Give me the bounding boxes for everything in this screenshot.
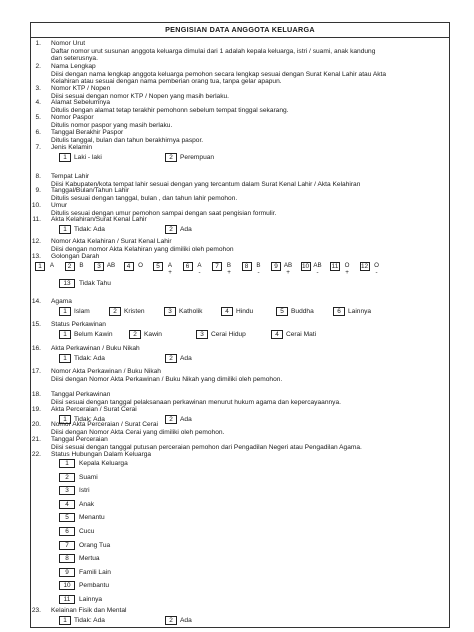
option-label: Tidak: Ada (74, 416, 105, 423)
blood-code-box: 6 (183, 262, 193, 271)
relation-code-box: 6 (59, 527, 75, 536)
relation-label: Pembantu (79, 582, 110, 590)
option-label: Laki - laki (74, 154, 102, 161)
item-label: Akta Perkawinan / Buku Nikah (51, 345, 140, 352)
relation-label: Lainnya (79, 596, 103, 603)
blood-code-box: 8 (242, 262, 252, 271)
option-code-box: 1 (59, 330, 71, 339)
blood-code-box: 2 (65, 262, 75, 271)
item-description: Diisi dengan Nomor Akta Perkawinan / Buku Nikah yang dimiliki oleh pemohon. (51, 376, 283, 383)
item-label: Jenis Kelamin (51, 144, 93, 151)
item-description: Ditulis sesuai dengan umur pemohon sampai dengan saat pengisian formulir. (51, 210, 277, 217)
item-number: 3. (35, 85, 41, 92)
option-code-box: 2 (165, 616, 177, 625)
item-number: 21. (31, 436, 41, 443)
blood-code-box: 3 (94, 262, 104, 271)
item-description: Ditulis dengan alamat tetap terakhir pemohonn sebelum tempat tinggal sekarang. (51, 107, 289, 114)
item-description: Diisi sesuai dengan tanggal putusan perceraian pemohon dari Pengadilan Negeri atau Pengadilan Agama. (51, 444, 362, 451)
item-description: Diisi Kabupaten/kota tempat lahir sesuai dengan yang tercantum dalam Surat Kenal Lahir / Akta Kelahiran (51, 181, 361, 188)
blood-code-box: 4 (124, 262, 134, 271)
item-number: 15. (31, 321, 41, 328)
item-description: Ditulis sesuai dengan tanggal, bulan , dan tahun lahir pemohon. (51, 195, 238, 202)
item-description: Diisi dengan Nomor Akta Cerai yang dimiliki oleh pemohon. (51, 429, 225, 436)
option-label: Tidak: Ada (74, 355, 105, 362)
relation-code-box: 8 (59, 554, 75, 563)
relation-label: Mertua (79, 555, 100, 563)
blood-type-label: AB (313, 262, 322, 269)
blood-code-box: 10 (301, 263, 310, 270)
item-description: Ditulis tanggal, bulan dan tahun berakhirnya paspor. (51, 137, 204, 144)
relation-code-box: 11 (59, 595, 75, 604)
item-label: Alamat Sebelumnya (51, 99, 111, 106)
item-number: 19. (31, 406, 41, 413)
item-number: 22. (31, 451, 41, 458)
option-code-box: 1 (59, 354, 71, 363)
item-number: 4. (35, 99, 41, 106)
option-label: Ada (180, 416, 192, 423)
option-code-box: 2 (129, 330, 141, 339)
relation-code-box: 2 (59, 473, 75, 482)
option-code-box: 2 (165, 354, 177, 363)
item-label: Tanggal/Bulan/Tahun Lahir (51, 187, 130, 194)
item-number: 16. (31, 345, 41, 352)
option-code-box: 1 (59, 153, 71, 162)
option-label: Ada (180, 226, 192, 233)
blood-code-box: 5 (153, 262, 163, 271)
item-number: 12. (31, 238, 41, 245)
option-code-box: 3 (196, 330, 208, 339)
relation-code-box: 3 (59, 486, 75, 495)
blood-rhesus-label: - (316, 269, 319, 276)
item-number: 2. (35, 63, 41, 70)
blood-type-label: O (374, 262, 379, 269)
item-label: Tempat Lahir (51, 173, 90, 180)
item-number: 20. (31, 421, 41, 428)
relation-label: Famili Lain (79, 568, 111, 576)
relation-code-box: 4 (59, 500, 75, 509)
option-label: Kawin (144, 331, 162, 338)
option-code-box: 1 (59, 415, 71, 424)
blood-code-box: 12 (360, 263, 369, 270)
item-description: dan seterusnya. (51, 55, 98, 62)
item-label: Golongan Darah (51, 253, 100, 260)
relation-code-box: 9 (59, 568, 75, 577)
option-label: Ada (180, 355, 192, 362)
blood-type-label: O (344, 262, 350, 269)
item-label: Nomor Akta Perkawinan / Buku Nikah (51, 368, 161, 375)
option-label: Buddha (291, 308, 314, 315)
option-label: Hindu (236, 308, 254, 315)
item-number: 5. (35, 114, 41, 121)
item-description: Ditulis nomor paspor yang masih berlaku. (51, 122, 173, 129)
item-label: Nama Lengkap (51, 63, 96, 70)
blood-rhesus-label: + (345, 269, 349, 276)
item-label: Tanggal Berakhir Paspor (51, 129, 124, 136)
blood-code-box: 9 (271, 262, 281, 271)
relation-label: Istri (79, 487, 90, 495)
item-number: 17. (31, 368, 41, 375)
relation-code-box: 10 (59, 581, 75, 590)
blood-type-label: A (49, 262, 55, 269)
blood-code-box: 7 (212, 262, 222, 271)
option-label: Ada (180, 617, 192, 624)
blood-type-label: A (167, 262, 173, 269)
relation-label: Anak (79, 500, 95, 508)
item-label: Status Perkawinan (51, 321, 106, 328)
relation-label: Suami (79, 473, 98, 481)
relation-label: Cucu (79, 528, 95, 535)
blood-type-label: O (138, 262, 143, 269)
option-label: Tidak: Ada (74, 226, 105, 233)
option-label: Tidak: Ada (74, 617, 105, 624)
relation-code-box: 5 (59, 513, 75, 522)
option-label: Kristen (124, 308, 145, 315)
blood-rhesus-label: + (168, 269, 172, 276)
blood-code-box: 1 (35, 262, 45, 271)
option-code-box: 2 (165, 415, 177, 424)
option-code-box: 4 (221, 307, 233, 316)
relation-label: Orang Tua (79, 541, 111, 549)
option-label: Cerai Hidup (211, 331, 246, 338)
blood-type-label: B (79, 262, 84, 269)
item-label: Akta Perceraian / Surat Cerai (51, 406, 137, 413)
item-label: Nomor Akta Perceraian / Surat Cerai (51, 421, 159, 428)
option-label: Cerai Mati (286, 331, 317, 338)
blood-rhesus-label: - (375, 269, 378, 276)
relation-label: Kepala Keluarga (79, 460, 128, 467)
item-label: Agama (51, 298, 72, 305)
item-number: 8. (35, 173, 41, 180)
blood-option-label: Tidak Tahu (79, 280, 111, 287)
item-label: Akta Kelahiran/Surat Kenal Lahir (51, 216, 147, 223)
item-description: Diisi sesuai dengan nomor KTP / Nopen yang masih berlaku. (51, 93, 230, 100)
option-code-box: 1 (59, 307, 71, 316)
item-number: 10. (31, 202, 41, 209)
option-code-box: 5 (276, 307, 288, 316)
relation-code-box: 1 (59, 459, 75, 468)
item-description: Diisi dengan nomor Akta Kelahiran yang dimiliki oleh pemohon (51, 246, 234, 253)
blood-rhesus-label: - (257, 269, 260, 276)
blood-type-label: A (197, 262, 202, 269)
item-number: 14. (31, 298, 41, 305)
blood-code-box: 13 (59, 279, 75, 288)
option-code-box: 1 (59, 225, 71, 234)
option-code-box: 6 (333, 307, 345, 316)
item-label: Tanggal Perkawinan (51, 391, 111, 398)
item-label: Status Hubungan Dalam Keluarga (51, 451, 152, 458)
option-label: Belum Kawin (74, 331, 113, 338)
item-label: Nomor Akta Kelahiran / Surat Kenal Lahir (51, 238, 172, 245)
item-number: 7. (35, 144, 41, 151)
option-code-box: 2 (165, 225, 177, 234)
blood-rhesus-label: - (198, 269, 201, 276)
blood-code-box: 11 (331, 263, 339, 270)
blood-rhesus-label: + (286, 269, 290, 276)
page-title: PENGISIAN DATA ANGGOTA KELUARGA (31, 23, 449, 38)
item-label: Kelainan Fisik dan Mental (51, 607, 127, 614)
option-label: Perempuan (180, 154, 215, 161)
item-number: 11. (32, 216, 41, 223)
item-label: Nomor Paspor (51, 114, 94, 121)
item-number: 6. (35, 129, 41, 136)
item-description: Kelahiran atau sesuai dengan nama pemberian orang tua, tanpa gelar apapun. (51, 78, 282, 85)
item-label: Tanggal Perceraian (51, 436, 108, 443)
option-label: Katholik (179, 308, 203, 315)
item-description: Diisi sesuai dengan tanggal pelaksanaan perkawinan menurut hukum agama dan kepercayaannya. (51, 399, 341, 406)
blood-type-label: B (256, 262, 261, 269)
blood-type-label: AB (283, 262, 293, 269)
option-code-box: 2 (109, 307, 121, 316)
item-number: 13. (31, 253, 41, 260)
option-label: Lainnya (348, 308, 372, 315)
blood-rhesus-label: + (227, 269, 231, 276)
item-description: Daftar nomor urut susunan anggota keluarga dimulai dari 1 adalah kepala keluarga, istri / suami, anak kandung (51, 48, 376, 55)
form-page (30, 22, 450, 628)
item-number: 18. (31, 391, 41, 398)
relation-label: Menantu (79, 514, 105, 522)
option-code-box: 1 (59, 616, 71, 625)
item-number: 9. (35, 187, 41, 194)
option-code-box: 2 (165, 153, 177, 162)
item-number: 23. (31, 607, 41, 614)
item-description: Diisi dengan nama lengkap anggota keluarga pemohon secara lengkap sesuai dengan Surat Kenal Lahir atau Akta (51, 71, 387, 78)
item-number: 1. (35, 40, 41, 47)
relation-code-box: 7 (59, 541, 75, 550)
option-code-box: 4 (271, 330, 283, 339)
blood-type-label: AB (106, 262, 116, 269)
item-label: Nomor KTP / Nopen (51, 85, 111, 92)
item-label: Nomor Urut (51, 40, 86, 47)
option-code-box: 3 (164, 307, 176, 316)
item-label: Umur (51, 202, 68, 209)
blood-type-label: B (226, 262, 232, 269)
option-label: Islam (74, 308, 90, 315)
